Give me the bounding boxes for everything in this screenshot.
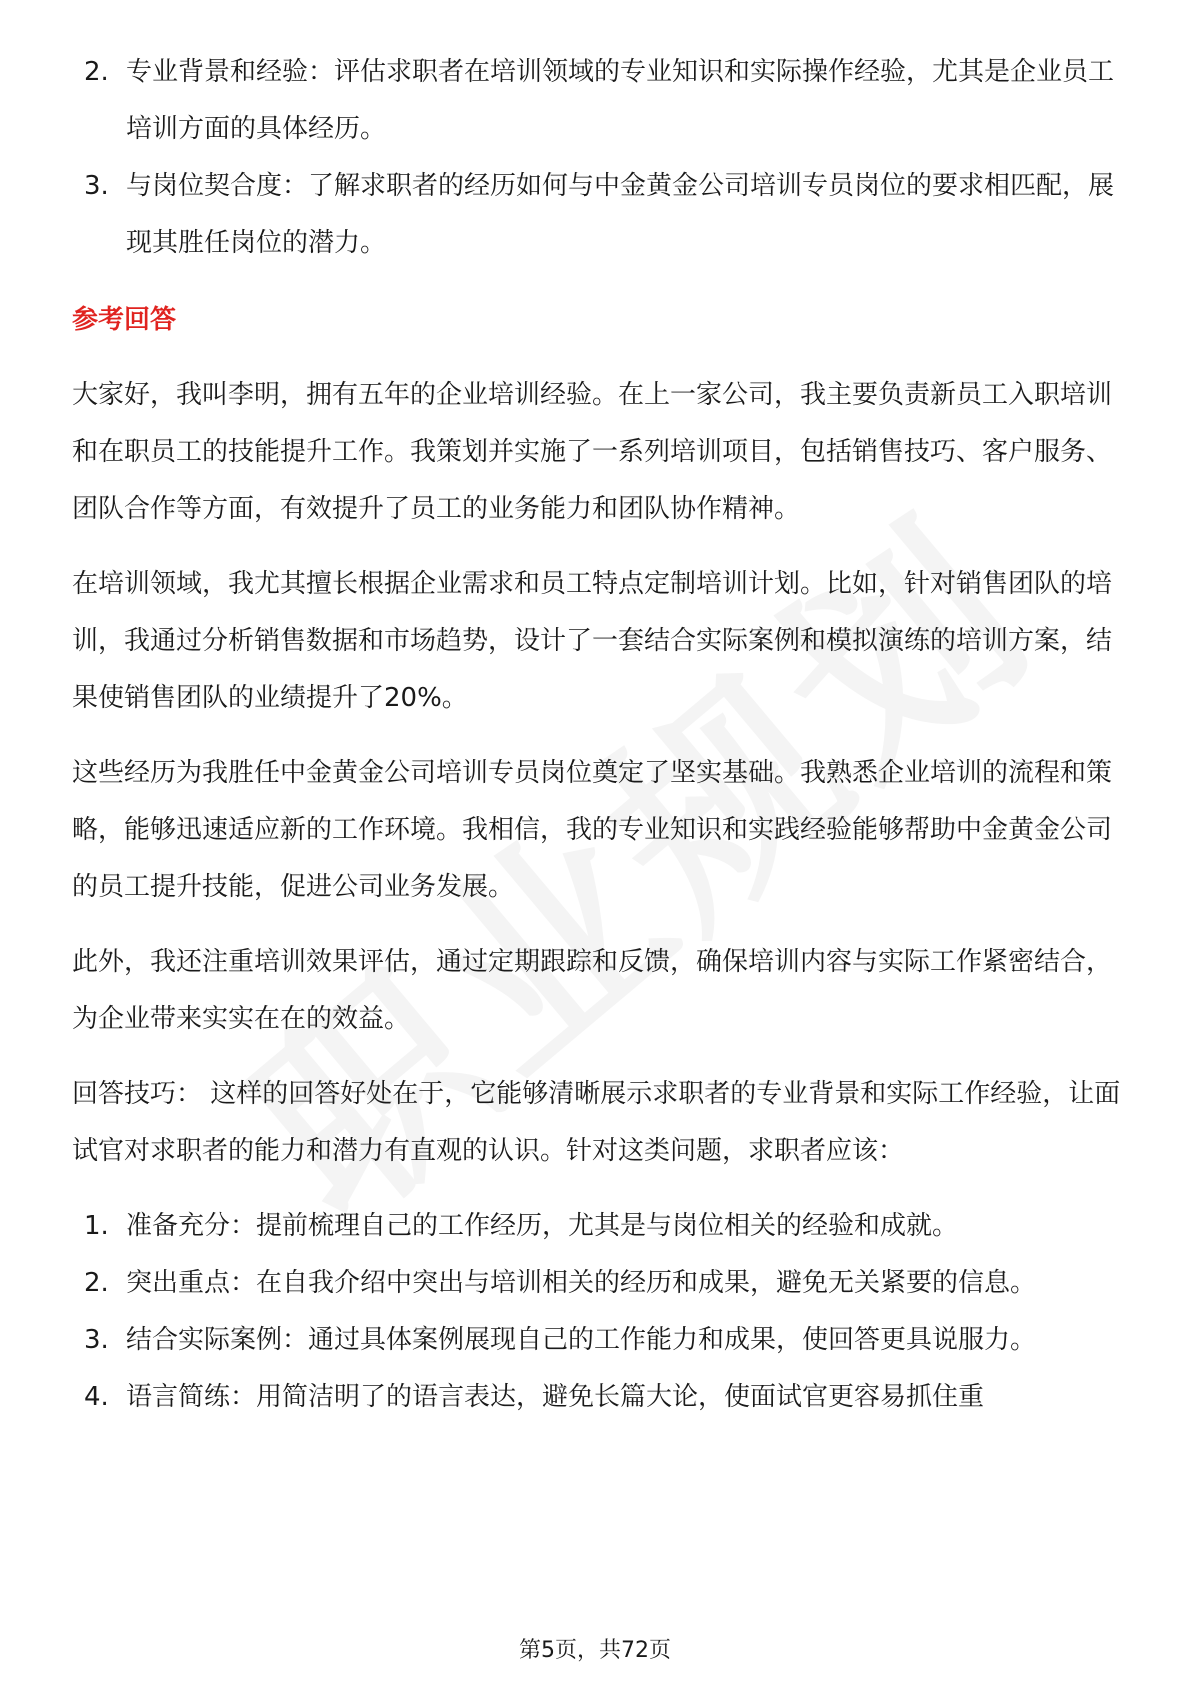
paragraph: 此外，我还注重培训效果评估，通过定期跟踪和反馈，确保培训内容与实际工作紧密结合，为企业带来实实在在的效益。 [72, 947, 1113, 1034]
criteria-list [72, 44, 1132, 272]
paragraph: 大家好，我叫李明，拥有五年的企业培训经验。在上一家公司，我主要负责新员工入职培训和在职员工的技能提升工作。我策划并实施了一系列培训项目，包括销售技巧、客户服务、团队合作等方面，有效提升了员工的业务能力和团队协作精神。 [72, 380, 1113, 524]
list-number: 1. [84, 1211, 109, 1241]
page-content [72, 44, 1132, 1426]
list-item [72, 1198, 1132, 1255]
list-text: 准备充分：提前梳理自己的工作经历，尤其是与岗位相关的经验和成就。 [126, 1211, 959, 1241]
list-item [72, 1369, 1132, 1426]
paragraph: 这些经历为我胜任中金黄金公司培训专员岗位奠定了坚实基础。我熟悉企业培训的流程和策略，能够迅速适应新的工作环境。我相信，我的专业知识和实践经验能够帮助中金黄金公司的员工提升技能，促进公司业务发展。 [72, 758, 1113, 902]
list-number: 3. [84, 1325, 109, 1355]
list-text: 与岗位契合度：了解求职者的经历如何与中金黄金公司培训专员岗位的要求相匹配，展现其胜任岗位的潜力。 [126, 171, 1115, 258]
section-title: 参考回答 [72, 305, 177, 335]
tips-list [72, 1198, 1132, 1426]
list-number: 3. [84, 171, 109, 201]
list-text: 突出重点：在自我介绍中突出与培训相关的经历和成果，避免无关紧要的信息。 [126, 1268, 1037, 1298]
paragraph: 在培训领域，我尤其擅长根据企业需求和员工特点定制培训计划。比如，针对销售团队的培训，我通过分析销售数据和市场趋势，设计了一套结合实际案例和模拟演练的培训方案，结果使销售团队的业绩提升了20%。 [72, 569, 1113, 713]
list-item [72, 1255, 1132, 1312]
list-text: 结合实际案例：通过具体案例展现自己的工作能力和成果，使回答更具说服力。 [126, 1325, 1037, 1355]
list-item [72, 1312, 1132, 1369]
list-item [72, 44, 1132, 158]
list-item [72, 158, 1132, 272]
list-number: 2. [84, 1268, 109, 1298]
page-footer: 第5页，共72页 [519, 1638, 671, 1663]
paragraph: 回答技巧： 这样的回答好处在于，它能够清晰展示求职者的专业背景和实际工作经验，让面试官对求职者的能力和潜力有直观的认识。针对这类问题，求职者应该： [72, 1079, 1121, 1166]
list-text: 专业背景和经验：评估求职者在培训领域的专业知识和实际操作经验，尤其是企业员工培训方面的具体经历。 [126, 57, 1115, 144]
list-number: 4. [84, 1382, 109, 1412]
list-text: 语言简练：用简洁明了的语言表达，避免长篇大论，使面试官更容易抓住重 [126, 1382, 985, 1412]
list-number: 2. [84, 57, 109, 87]
